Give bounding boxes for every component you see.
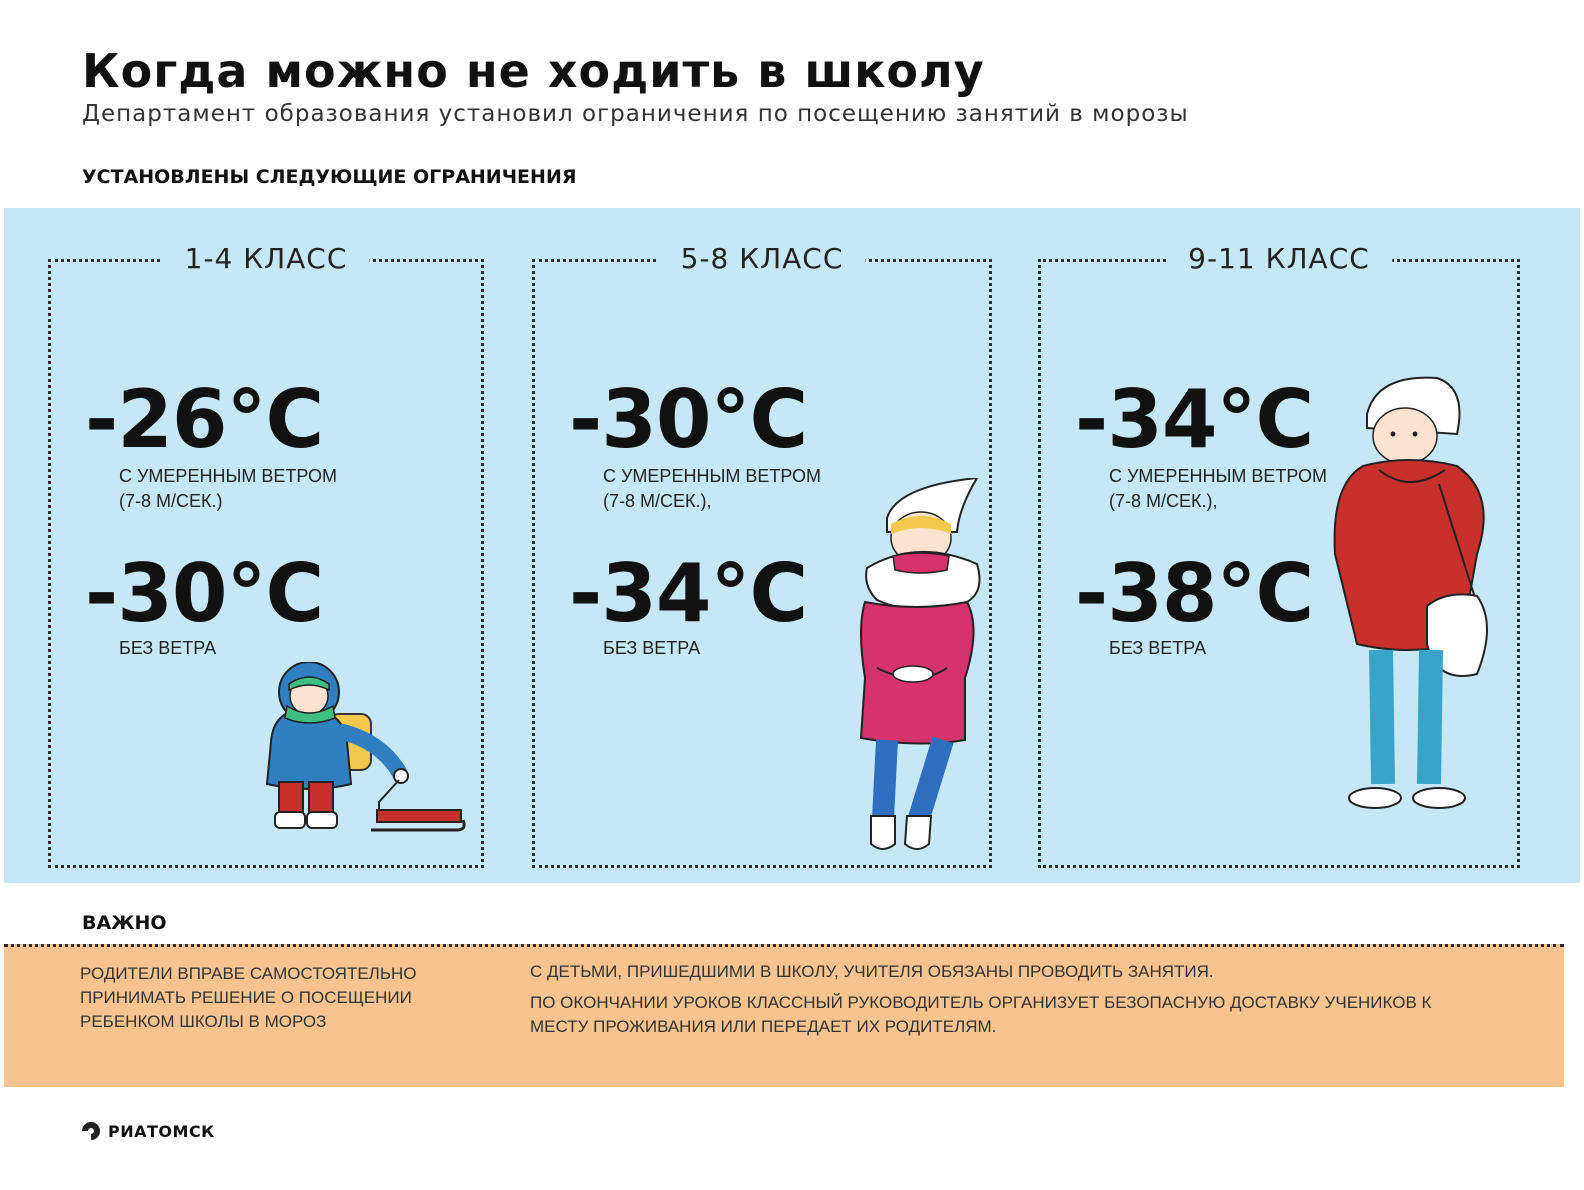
wind-speed: (7-8 М/СЕК.), (603, 491, 712, 511)
page-subtitle: Департамент образования установил ограничения по посещению занятий в морозы (82, 101, 1189, 127)
important-label: ВАЖНО (82, 912, 167, 934)
panel-grades-5-8 (532, 242, 992, 868)
wind-label: С УМЕРЕННЫМ ВЕТРОМ (603, 466, 821, 486)
wind-condition (119, 464, 337, 514)
panel-title: 1-4 КЛАСС (163, 242, 370, 275)
calm-label: БЕЗ ВЕТРА (603, 638, 701, 658)
ria-logo-icon (80, 1121, 102, 1141)
teen-in-red-coat-figure (1327, 374, 1507, 854)
panel-grades-9-11 (1038, 242, 1520, 868)
calm-label: БЕЗ ВЕТРА (1109, 638, 1207, 658)
wind-label: С УМЕРЕННЫМ ВЕТРОМ (1109, 466, 1327, 486)
temp-with-wind: -26°C (85, 373, 324, 466)
panel-grades-1-4 (48, 242, 484, 868)
teachers-note: С ДЕТЬМИ, ПРИШЕДШИМИ В ШКОЛУ, УЧИТЕЛЯ ОБЯЗАНЫ ПРОВОДИТЬ ЗАНЯТИЯ. (530, 962, 1214, 981)
temp-without-wind: -34°C (569, 547, 808, 640)
temp-without-wind: -38°C (1075, 547, 1314, 640)
page-title: Когда можно не ходить в школу (82, 44, 985, 98)
wind-condition (603, 464, 821, 514)
ria-tomsk-logo (80, 1120, 215, 1142)
wind-condition (1109, 464, 1327, 514)
child-with-sled-figure (251, 662, 471, 852)
temp-without-wind: -30°C (85, 547, 324, 640)
wind-speed: (7-8 М/СЕК.) (119, 491, 223, 511)
delivery-note: ПО ОКОНЧАНИИ УРОКОВ КЛАССНЫЙ РУКОВОДИТЕЛЬ ОРГАНИЗУЕТ БЕЗОПАСНУЮ ДОСТАВКУ УЧЕНИКОВ К МЕСТУ ПРОЖИВАНИЯ ИЛИ ПЕРЕДАЕТ ИХ РОДИТЕЛЯМ. (530, 993, 1432, 1036)
panel-title: 5-8 КЛАСС (659, 242, 866, 275)
parents-note: РОДИТЕЛИ ВПРАВЕ САМОСТОЯТЕЛЬНО ПРИНИМАТЬ РЕШЕНИЕ О ПОСЕЩЕНИИ РЕБЕНКОМ ШКОЛЫ В МОРОЗ (80, 964, 417, 1031)
girl-in-pink-coat-figure (847, 478, 997, 858)
temp-with-wind: -30°C (569, 373, 808, 466)
section-label: УСТАНОВЛЕНЫ СЛЕДУЮЩИЕ ОГРАНИЧЕНИЯ (82, 166, 577, 188)
calm-label: БЕЗ ВЕТРА (119, 638, 217, 658)
wind-speed: (7-8 М/СЕК.), (1109, 491, 1218, 511)
panel-title: 9-11 КЛАСС (1166, 242, 1392, 275)
wind-label: С УМЕРЕННЫМ ВЕТРОМ (119, 466, 337, 486)
temp-with-wind: -34°C (1075, 373, 1314, 466)
logo-text: РИАТОМСК (108, 1121, 215, 1141)
